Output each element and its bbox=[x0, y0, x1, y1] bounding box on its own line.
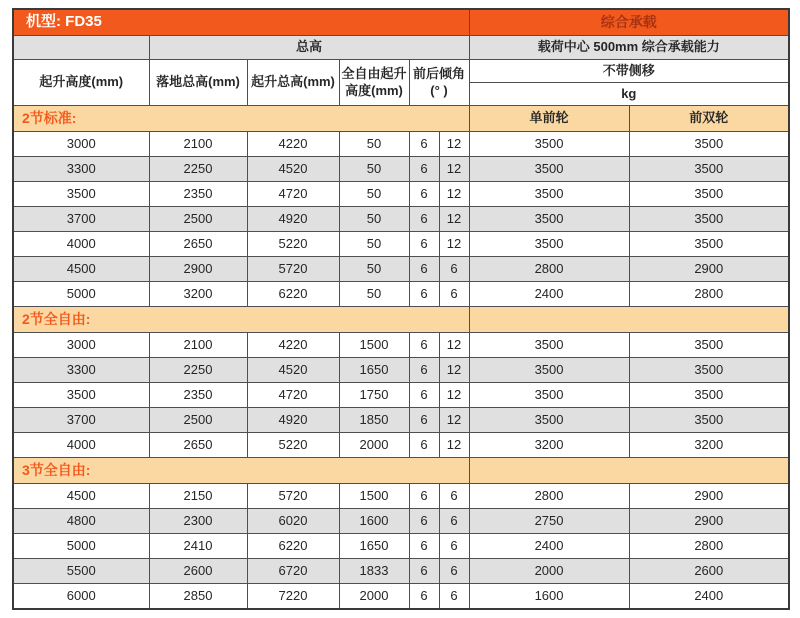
cell-tilt-forward: 6 bbox=[409, 484, 439, 509]
cell-tilt-forward: 6 bbox=[409, 207, 439, 232]
table-row bbox=[13, 358, 789, 383]
cell-free-lift-height: 2000 bbox=[339, 584, 409, 610]
cell-free-lift-height: 50 bbox=[339, 207, 409, 232]
cell-single-front-wheel: 3500 bbox=[469, 333, 629, 358]
cell-tilt-backward: 12 bbox=[439, 157, 469, 182]
single-front-wheel-header: 单前轮 bbox=[469, 106, 629, 132]
tilt-angle-unit: (° ) bbox=[430, 82, 448, 98]
cell-free-lift-height: 1500 bbox=[339, 333, 409, 358]
cell-double-front-wheel: 3500 bbox=[629, 132, 789, 157]
col-header-ground-total-height: 落地总高(mm) bbox=[149, 60, 247, 106]
cell-free-lift-height: 50 bbox=[339, 282, 409, 307]
cell-tilt-backward: 6 bbox=[439, 257, 469, 282]
cell-ground-total-height: 2100 bbox=[149, 132, 247, 157]
section-band bbox=[469, 458, 789, 484]
cell-double-front-wheel: 3500 bbox=[629, 383, 789, 408]
cell-double-front-wheel: 3500 bbox=[629, 408, 789, 433]
table-row bbox=[13, 509, 789, 534]
cell-tilt-backward: 12 bbox=[439, 232, 469, 257]
cell-tilt-backward: 12 bbox=[439, 333, 469, 358]
cell-single-front-wheel: 3500 bbox=[469, 207, 629, 232]
cell-lift-total-height: 4220 bbox=[247, 132, 339, 157]
cell-lift-height: 3300 bbox=[13, 157, 149, 182]
cell-ground-total-height: 2850 bbox=[149, 584, 247, 610]
cell-single-front-wheel: 3500 bbox=[469, 157, 629, 182]
section-header-label: 3节全自由: bbox=[13, 458, 469, 484]
tilt-angle-label: 前后倾角 bbox=[413, 66, 466, 82]
cell-lift-height: 4500 bbox=[13, 484, 149, 509]
table-row bbox=[13, 232, 789, 257]
col-header-tilt-angle bbox=[409, 60, 469, 106]
cell-tilt-forward: 6 bbox=[409, 433, 439, 458]
cell-lift-height: 3500 bbox=[13, 383, 149, 408]
table-row bbox=[13, 207, 789, 232]
cell-single-front-wheel: 3500 bbox=[469, 383, 629, 408]
cell-tilt-forward: 6 bbox=[409, 157, 439, 182]
cell-single-front-wheel: 2750 bbox=[469, 509, 629, 534]
cell-ground-total-height: 2500 bbox=[149, 207, 247, 232]
cell-lift-total-height: 6220 bbox=[247, 282, 339, 307]
cell-lift-height: 4000 bbox=[13, 433, 149, 458]
subheader-row bbox=[13, 36, 789, 60]
cell-tilt-backward: 12 bbox=[439, 207, 469, 232]
total-height-header: 总高 bbox=[149, 36, 469, 60]
cell-double-front-wheel: 3200 bbox=[629, 433, 789, 458]
cell-lift-height: 5000 bbox=[13, 282, 149, 307]
col-header-lift-total-height: 起升总高(mm) bbox=[247, 60, 339, 106]
cell-double-front-wheel: 2900 bbox=[629, 257, 789, 282]
cell-double-front-wheel: 2400 bbox=[629, 584, 789, 610]
cell-ground-total-height: 2650 bbox=[149, 433, 247, 458]
col-header-lift-height: 起升高度(mm) bbox=[13, 60, 149, 106]
cell-single-front-wheel: 2800 bbox=[469, 484, 629, 509]
cell-double-front-wheel: 3500 bbox=[629, 207, 789, 232]
cell-free-lift-height: 1650 bbox=[339, 534, 409, 559]
cell-ground-total-height: 2250 bbox=[149, 358, 247, 383]
cell-free-lift-height: 1750 bbox=[339, 383, 409, 408]
cell-single-front-wheel: 3500 bbox=[469, 132, 629, 157]
cell-tilt-forward: 6 bbox=[409, 132, 439, 157]
cell-ground-total-height: 2350 bbox=[149, 383, 247, 408]
col-header-free-lift-height: 全自由起升高度(mm) bbox=[339, 60, 409, 106]
section-row bbox=[13, 307, 789, 333]
cell-lift-total-height: 4220 bbox=[247, 333, 339, 358]
cell-free-lift-height: 50 bbox=[339, 182, 409, 207]
cell-ground-total-height: 2600 bbox=[149, 559, 247, 584]
table-row bbox=[13, 584, 789, 610]
cell-lift-height: 5500 bbox=[13, 559, 149, 584]
cell-tilt-forward: 6 bbox=[409, 257, 439, 282]
cell-lift-total-height: 7220 bbox=[247, 584, 339, 610]
section-band bbox=[469, 307, 789, 333]
cell-single-front-wheel: 2400 bbox=[469, 534, 629, 559]
cell-free-lift-height: 1850 bbox=[339, 408, 409, 433]
cell-ground-total-height: 2350 bbox=[149, 182, 247, 207]
cell-tilt-forward: 6 bbox=[409, 333, 439, 358]
cell-lift-total-height: 4920 bbox=[247, 207, 339, 232]
table-row bbox=[13, 333, 789, 358]
cell-double-front-wheel: 2800 bbox=[629, 534, 789, 559]
cell-lift-total-height: 4720 bbox=[247, 383, 339, 408]
cell-single-front-wheel: 3200 bbox=[469, 433, 629, 458]
cell-single-front-wheel: 3500 bbox=[469, 408, 629, 433]
cell-free-lift-height: 1500 bbox=[339, 484, 409, 509]
cell-ground-total-height: 3200 bbox=[149, 282, 247, 307]
cell-tilt-forward: 6 bbox=[409, 358, 439, 383]
cell-lift-total-height: 6220 bbox=[247, 534, 339, 559]
table-row bbox=[13, 534, 789, 559]
table-row bbox=[13, 559, 789, 584]
no-sideshift-header: 不带侧移 bbox=[469, 60, 789, 83]
cell-tilt-forward: 6 bbox=[409, 383, 439, 408]
cell-ground-total-height: 2650 bbox=[149, 232, 247, 257]
cell-tilt-backward: 6 bbox=[439, 282, 469, 307]
cell-free-lift-height: 1600 bbox=[339, 509, 409, 534]
cell-free-lift-height: 50 bbox=[339, 232, 409, 257]
cell-tilt-backward: 12 bbox=[439, 408, 469, 433]
cell-lift-total-height: 5220 bbox=[247, 232, 339, 257]
double-front-wheel-header: 前双轮 bbox=[629, 106, 789, 132]
cell-double-front-wheel: 2900 bbox=[629, 509, 789, 534]
cell-double-front-wheel: 3500 bbox=[629, 157, 789, 182]
cell-lift-total-height: 5720 bbox=[247, 257, 339, 282]
cell-ground-total-height: 2100 bbox=[149, 333, 247, 358]
model-title: 机型: FD35 bbox=[13, 9, 469, 36]
table-body bbox=[13, 9, 789, 609]
cell-lift-height: 3700 bbox=[13, 207, 149, 232]
cell-lift-height: 3300 bbox=[13, 358, 149, 383]
combined-capacity-title: 综合承载 bbox=[469, 9, 789, 36]
cell-single-front-wheel: 2000 bbox=[469, 559, 629, 584]
cell-tilt-backward: 6 bbox=[439, 509, 469, 534]
table-row bbox=[13, 408, 789, 433]
cell-lift-total-height: 6020 bbox=[247, 509, 339, 534]
cell-tilt-forward: 6 bbox=[409, 509, 439, 534]
cell-lift-height: 6000 bbox=[13, 584, 149, 610]
cell-tilt-backward: 6 bbox=[439, 584, 469, 610]
cell-lift-height: 3500 bbox=[13, 182, 149, 207]
section-row bbox=[13, 106, 789, 132]
title-row bbox=[13, 9, 789, 36]
cell-lift-height: 5000 bbox=[13, 534, 149, 559]
cell-double-front-wheel: 3500 bbox=[629, 333, 789, 358]
cell-free-lift-height: 50 bbox=[339, 257, 409, 282]
cell-lift-total-height: 4920 bbox=[247, 408, 339, 433]
cell-ground-total-height: 2150 bbox=[149, 484, 247, 509]
cell-lift-height: 4500 bbox=[13, 257, 149, 282]
cell-double-front-wheel: 2600 bbox=[629, 559, 789, 584]
table-row bbox=[13, 182, 789, 207]
cell-single-front-wheel: 3500 bbox=[469, 232, 629, 257]
load-center-header: 载荷中心 500mm 综合承载能力 bbox=[469, 36, 789, 60]
subhead-empty-cell bbox=[13, 36, 149, 60]
cell-lift-total-height: 5720 bbox=[247, 484, 339, 509]
cell-double-front-wheel: 2900 bbox=[629, 484, 789, 509]
cell-single-front-wheel: 2800 bbox=[469, 257, 629, 282]
cell-free-lift-height: 2000 bbox=[339, 433, 409, 458]
spec-table bbox=[12, 8, 790, 610]
cell-tilt-backward: 12 bbox=[439, 358, 469, 383]
cell-tilt-forward: 6 bbox=[409, 534, 439, 559]
section-header-label: 2节标准: bbox=[13, 106, 469, 132]
cell-ground-total-height: 2900 bbox=[149, 257, 247, 282]
column-header-row bbox=[13, 60, 789, 83]
cell-tilt-forward: 6 bbox=[409, 282, 439, 307]
cell-lift-height: 3000 bbox=[13, 132, 149, 157]
cell-tilt-backward: 6 bbox=[439, 534, 469, 559]
cell-single-front-wheel: 3500 bbox=[469, 182, 629, 207]
cell-ground-total-height: 2500 bbox=[149, 408, 247, 433]
cell-tilt-backward: 12 bbox=[439, 132, 469, 157]
table-row bbox=[13, 132, 789, 157]
cell-double-front-wheel: 2800 bbox=[629, 282, 789, 307]
unit-header: kg bbox=[469, 83, 789, 106]
cell-tilt-forward: 6 bbox=[409, 559, 439, 584]
cell-ground-total-height: 2250 bbox=[149, 157, 247, 182]
cell-tilt-forward: 6 bbox=[409, 232, 439, 257]
cell-lift-total-height: 4520 bbox=[247, 157, 339, 182]
cell-free-lift-height: 1833 bbox=[339, 559, 409, 584]
cell-ground-total-height: 2300 bbox=[149, 509, 247, 534]
cell-lift-total-height: 4520 bbox=[247, 358, 339, 383]
table-row bbox=[13, 433, 789, 458]
cell-single-front-wheel: 2400 bbox=[469, 282, 629, 307]
cell-double-front-wheel: 3500 bbox=[629, 358, 789, 383]
cell-ground-total-height: 2410 bbox=[149, 534, 247, 559]
cell-lift-height: 4800 bbox=[13, 509, 149, 534]
cell-tilt-backward: 12 bbox=[439, 433, 469, 458]
cell-free-lift-height: 50 bbox=[339, 132, 409, 157]
table-row bbox=[13, 282, 789, 307]
cell-lift-total-height: 4720 bbox=[247, 182, 339, 207]
cell-tilt-backward: 12 bbox=[439, 182, 469, 207]
section-header-label: 2节全自由: bbox=[13, 307, 469, 333]
cell-single-front-wheel: 3500 bbox=[469, 358, 629, 383]
cell-tilt-backward: 6 bbox=[439, 559, 469, 584]
cell-free-lift-height: 50 bbox=[339, 157, 409, 182]
cell-lift-total-height: 6720 bbox=[247, 559, 339, 584]
cell-double-front-wheel: 3500 bbox=[629, 232, 789, 257]
cell-lift-height: 3000 bbox=[13, 333, 149, 358]
cell-free-lift-height: 1650 bbox=[339, 358, 409, 383]
section-row bbox=[13, 458, 789, 484]
cell-tilt-forward: 6 bbox=[409, 408, 439, 433]
cell-tilt-backward: 12 bbox=[439, 383, 469, 408]
table-row bbox=[13, 484, 789, 509]
cell-lift-total-height: 5220 bbox=[247, 433, 339, 458]
cell-lift-height: 4000 bbox=[13, 232, 149, 257]
cell-tilt-forward: 6 bbox=[409, 584, 439, 610]
cell-single-front-wheel: 1600 bbox=[469, 584, 629, 610]
table-row bbox=[13, 257, 789, 282]
cell-tilt-forward: 6 bbox=[409, 182, 439, 207]
table-row bbox=[13, 383, 789, 408]
cell-lift-height: 3700 bbox=[13, 408, 149, 433]
cell-tilt-backward: 6 bbox=[439, 484, 469, 509]
table-row bbox=[13, 157, 789, 182]
cell-double-front-wheel: 3500 bbox=[629, 182, 789, 207]
